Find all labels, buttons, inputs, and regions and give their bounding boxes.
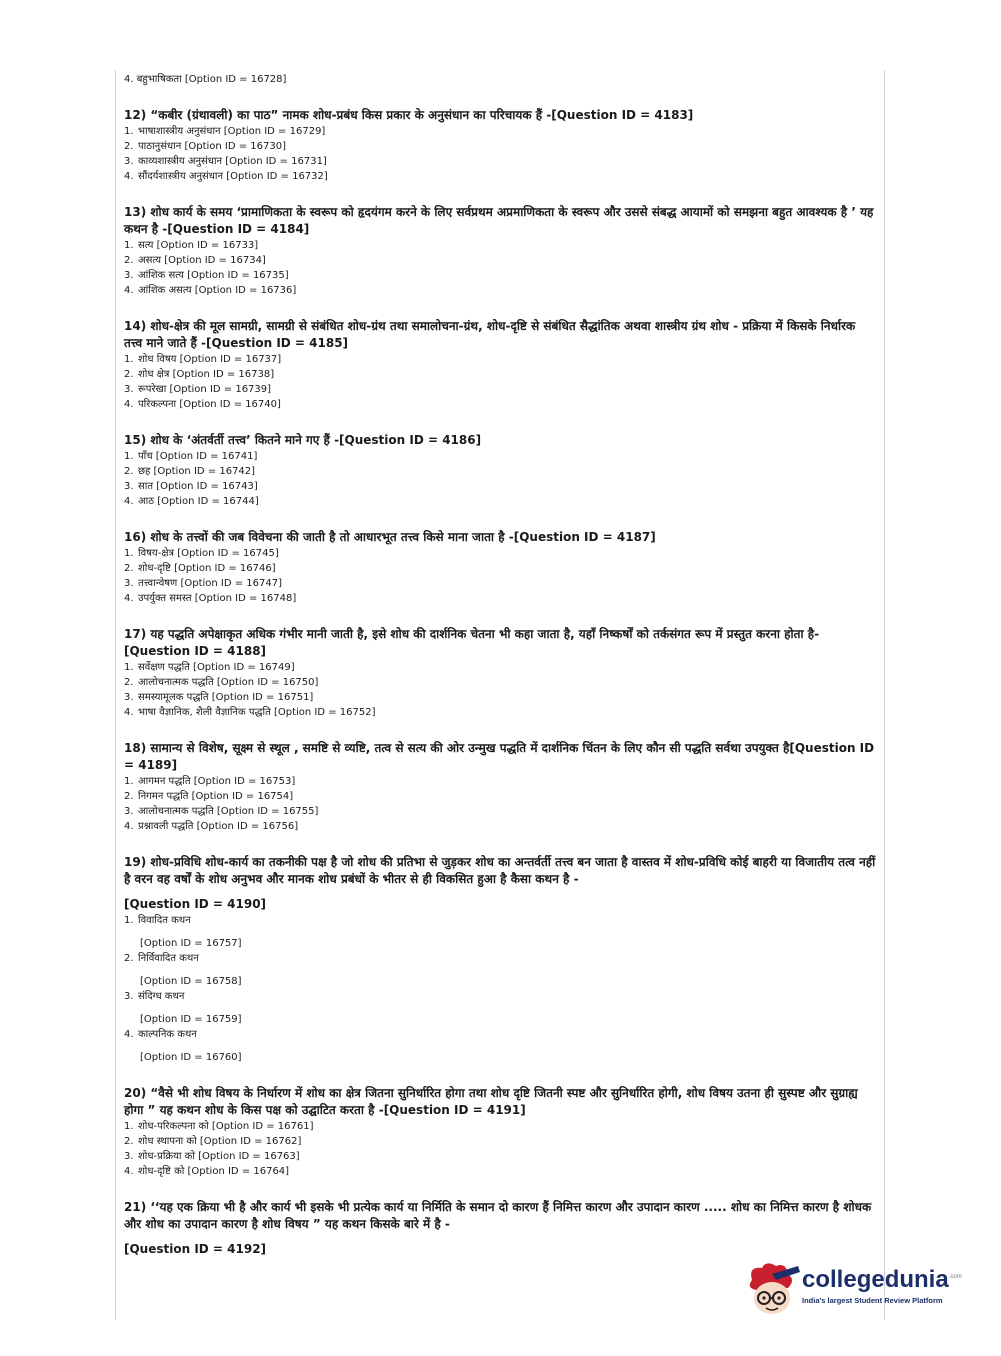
option xyxy=(124,1149,876,1164)
option xyxy=(124,283,876,298)
option-number: 1. xyxy=(124,354,134,365)
option-text: शोध-परिकल्पना को [Option ID = 16761] xyxy=(138,1121,314,1132)
collegedunia-logo xyxy=(742,1258,972,1320)
option xyxy=(124,169,876,184)
option xyxy=(124,1134,876,1149)
option-number: 4. xyxy=(124,171,134,182)
option-number: 4. xyxy=(124,1166,134,1177)
option-number: 4. xyxy=(124,707,134,718)
option xyxy=(124,154,876,169)
option xyxy=(124,951,876,989)
right-margin-rule xyxy=(884,70,885,1320)
option xyxy=(124,690,876,705)
option xyxy=(124,591,876,606)
option-id: [Option ID = 16758] xyxy=(140,976,242,987)
question-text: 16) शोध के तत्त्वों की जब विवेचना की जाती है तो आधारभूत तत्त्व किसे माना जाता है -[Question ID = 4187] xyxy=(124,530,656,544)
option-text: भाषाशास्त्रीय अनुसंधान [Option ID = 16729] xyxy=(138,126,326,137)
question-13 xyxy=(124,204,876,298)
option-text: विवादित कथन xyxy=(138,915,191,926)
option-number: 4. xyxy=(124,399,134,410)
option-number: 1. xyxy=(124,451,134,462)
option xyxy=(124,576,876,591)
option-text: आलोचनात्मक पद्धति [Option ID = 16750] xyxy=(138,677,319,688)
logo-tagline: India's largest Student Review Platform xyxy=(802,1296,943,1305)
option-text: पाठानुसंधान [Option ID = 16730] xyxy=(138,141,287,152)
logo-name xyxy=(802,1266,962,1294)
option-text: शोध स्थापना को [Option ID = 16762] xyxy=(138,1136,302,1147)
option-text: विषय-क्षेत्र [Option ID = 16745] xyxy=(138,548,279,559)
mascot-icon xyxy=(742,1258,802,1318)
option-id: [Option ID = 16759] xyxy=(140,1014,242,1025)
option xyxy=(124,561,876,576)
option-text: सर्वेक्षण पद्धति [Option ID = 16749] xyxy=(138,662,295,673)
option-number: 3. xyxy=(124,1151,134,1162)
option-text: सात [Option ID = 16743] xyxy=(138,481,258,492)
option-number: 4. xyxy=(124,821,134,832)
option xyxy=(124,774,876,789)
logo-domain: .com xyxy=(948,1274,962,1280)
option-text: शोध-दृष्टि [Option ID = 16746] xyxy=(138,563,276,574)
option xyxy=(124,124,876,139)
option xyxy=(124,268,876,283)
option-text: प्रश्नावली पद्धति [Option ID = 16756] xyxy=(138,821,299,832)
option xyxy=(124,139,876,154)
option-text: शोध क्षेत्र [Option ID = 16738] xyxy=(138,369,275,380)
option-number: 4. xyxy=(124,496,134,507)
option-text: शोध-प्रक्रिया को [Option ID = 16763] xyxy=(138,1151,300,1162)
option xyxy=(124,367,876,382)
option-text: निर्विवादित कथन xyxy=(138,953,199,964)
option-number: 1. xyxy=(124,1121,134,1132)
option-number: 4. xyxy=(124,593,134,604)
option-number: 3. xyxy=(124,481,134,492)
option-text: रूपरेखा [Option ID = 16739] xyxy=(138,384,272,395)
option-text: शोध-दृष्टि को [Option ID = 16764] xyxy=(138,1166,290,1177)
option-number: 3. xyxy=(124,578,134,589)
option-number: 4. xyxy=(124,285,134,296)
option-number: 2. xyxy=(124,677,134,688)
option-text: संदिग्ध कथन xyxy=(138,991,185,1002)
option xyxy=(124,804,876,819)
option-number: 2. xyxy=(124,1136,134,1147)
question-id: [Question ID = 4192] xyxy=(124,1242,267,1256)
option-number: 3. xyxy=(124,991,134,1002)
option-text: आगमन पद्धति [Option ID = 16753] xyxy=(138,776,296,787)
option xyxy=(124,660,876,675)
option-number: 3. xyxy=(124,384,134,395)
logo-text: collegedunia xyxy=(802,1266,949,1293)
option-number: 2. xyxy=(124,369,134,380)
option-text: काल्पनिक कथन xyxy=(138,1029,197,1040)
option-number: 1. xyxy=(124,776,134,787)
question-18 xyxy=(124,740,876,834)
option xyxy=(124,449,876,464)
question-17 xyxy=(124,626,876,720)
option xyxy=(124,819,876,834)
option xyxy=(124,382,876,397)
option-text: असत्य [Option ID = 16734] xyxy=(138,255,266,266)
option xyxy=(124,397,876,412)
question-16 xyxy=(124,529,876,606)
option-number: 1. xyxy=(124,548,134,559)
option xyxy=(124,1164,876,1179)
option-text: पाँच [Option ID = 16741] xyxy=(138,451,258,462)
option-number: 1. xyxy=(124,662,134,673)
option-number: 3. xyxy=(124,692,134,703)
question-text: 18) सामान्य से विशेष, सूक्ष्म से स्थूल , समष्टि से व्यष्टि, तत्व से सत्य की ओर उन्मुख पद्धति में दार्शनिक चिंतन के लिए कौन सी पद्धति सर्वथा उपयुक्त है[Question ID = 4189] xyxy=(124,741,875,772)
option-text: काव्यशास्त्रीय अनुसंधान [Option ID = 16731] xyxy=(138,156,327,167)
option xyxy=(124,705,876,720)
option-text: आंशिक असत्य [Option ID = 16736] xyxy=(138,285,297,296)
question-text: 12) “कबीर (ग्रंथावली) का पाठ” नामक शोध-प्रबंध किस प्रकार के अनुसंधान का परिचायक हैं -[Question ID = 4183] xyxy=(124,108,694,122)
option-number: 3. xyxy=(124,806,134,817)
option xyxy=(124,352,876,367)
option-text: भाषा वैज्ञानिक, शैली वैज्ञानिक पद्धति [Option ID = 16752] xyxy=(138,707,376,718)
option-number: 4. xyxy=(124,1029,134,1040)
question-21 xyxy=(124,1199,876,1258)
question-id: [Question ID = 4190] xyxy=(124,897,267,911)
option xyxy=(124,989,876,1027)
option xyxy=(124,1119,876,1134)
question-text: 21) ‘‘यह एक क्रिया भी है और कार्य भी इसके भी प्रत्येक कार्य या निर्मिति के समान दो कारण हैं निमित्त कारण और उपादान कारण ..... शोध का निमित्त कारण है शोधक और शोध का उपादान कारण है शोध विषय ” यह कथन किसके बारे में है - xyxy=(124,1200,872,1231)
previous-option: 4. बहुभाषिकता [Option ID = 16728] xyxy=(124,74,287,85)
option-id: [Option ID = 16757] xyxy=(140,938,242,949)
option-text: सौंदर्यशास्त्रीय अनुसंधान [Option ID = 16732] xyxy=(138,171,328,182)
option-text: उपर्युक्त समस्त [Option ID = 16748] xyxy=(138,593,297,604)
option-text: आठ [Option ID = 16744] xyxy=(138,496,259,507)
option-text: आंशिक सत्य [Option ID = 16735] xyxy=(138,270,289,281)
option-text: सत्य [Option ID = 16733] xyxy=(138,240,259,251)
option xyxy=(124,546,876,561)
option-text: आलोचनात्मक पद्धति [Option ID = 16755] xyxy=(138,806,319,817)
question-text: 20) “वैसे भी शोध विषय के निर्धारण में शोध का क्षेत्र जितना सुनिर्धारित होगा तथा शोध दृष्टि जितनी स्पष्ट और सुनिर्धारित होगी, शोध विषय उतना ही सुस्पष्ट और सुग्राह्य होगा ” यह कथन शोध के किस पक्ष को उद्घाटित करता है -[Question ID = 4191] xyxy=(124,1086,858,1117)
question-text: 13) शोध कार्य के समय ‘प्रामाणिकता के स्वरूप को हृदयंगम करने के लिए सर्वप्रथम अप्रमाणिकता के स्वरूप और उससे संबद्ध आयामों को समझना बहुत आवश्यक है ’ यह कथन है -[Question ID = 4184] xyxy=(124,205,874,236)
option-text: समस्यामूलक पद्धति [Option ID = 16751] xyxy=(138,692,314,703)
option-number: 1. xyxy=(124,126,134,137)
option xyxy=(124,675,876,690)
option-number: 3. xyxy=(124,270,134,281)
question-15 xyxy=(124,432,876,509)
option xyxy=(124,789,876,804)
option xyxy=(124,253,876,268)
option-text: छह [Option ID = 16742] xyxy=(138,466,256,477)
option-number: 1. xyxy=(124,240,134,251)
question-20 xyxy=(124,1085,876,1179)
option-text: तत्त्वान्वेषण [Option ID = 16747] xyxy=(138,578,283,589)
question-12 xyxy=(124,107,876,184)
option-text: परिकल्पना [Option ID = 16740] xyxy=(138,399,281,410)
question-14 xyxy=(124,318,876,412)
question-text: 17) यह पद्धति अपेक्षाकृत अधिक गंभीर मानी जाती है, इसे शोध की दार्शनिक चेतना भी कहा जाता है, यहाँ निष्कर्षों को तर्कसंगत रूप में प्रस्तुत करना होता है-[Question ID = 4188] xyxy=(124,627,820,658)
option-number: 2. xyxy=(124,953,134,964)
option xyxy=(124,494,876,509)
option xyxy=(124,238,876,253)
option xyxy=(124,479,876,494)
question-text: 19) शोध-प्रविधि शोध-कार्य का तकनीकी पक्ष है जो शोध की प्रतिभा से जुड़कर शोध का अन्तर्वर्ती तत्त्व बन जाता है वास्तव में शोध-प्रविधि कोई बाहरी या विजातीय तत्व नहीं है वरन वह वर्षों के शोध अनुभव और मानक शोध प्रबंधों के भीतर से ही विकसित हुआ है कैसा कथन है - xyxy=(124,855,876,886)
question-text: 15) शोध के ‘अंतर्वर्ती तत्त्व’ कितने माने गए हैं -[Question ID = 4186] xyxy=(124,433,482,447)
option xyxy=(124,464,876,479)
question-paper xyxy=(124,72,876,1278)
option-number: 3. xyxy=(124,156,134,167)
option xyxy=(124,1027,876,1065)
option-text: निगमन पद्धति [Option ID = 16754] xyxy=(138,791,294,802)
option-number: 2. xyxy=(124,563,134,574)
left-margin-rule xyxy=(115,70,116,1320)
option-number: 2. xyxy=(124,466,134,477)
option-number: 2. xyxy=(124,791,134,802)
question-19 xyxy=(124,854,876,1065)
option xyxy=(124,913,876,951)
question-text: 14) शोध-क्षेत्र की मूल सामग्री, सामग्री से संबंधित शोध-ग्रंथ तथा समालोचना-ग्रंथ, शोध-दृष्टि से संबंधित सैद्धांतिक अथवा शास्त्रीय ग्रंथ शोध - प्रक्रिया में किसके निर्धारक तत्त्व माने जाते हैं -[Question ID = 4185] xyxy=(124,319,856,350)
option-text: शोध विषय [Option ID = 16737] xyxy=(138,354,282,365)
option-number: 2. xyxy=(124,255,134,266)
option-number: 2. xyxy=(124,141,134,152)
option-id: [Option ID = 16760] xyxy=(140,1052,242,1063)
option-number: 1. xyxy=(124,915,134,926)
